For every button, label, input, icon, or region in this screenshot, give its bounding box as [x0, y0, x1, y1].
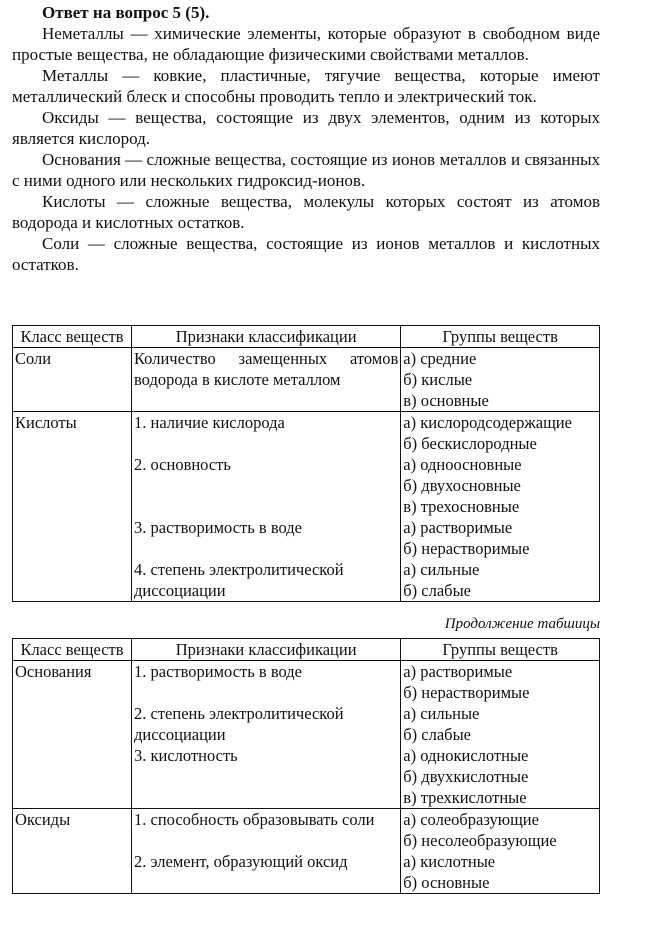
group-item: а) средние: [403, 349, 477, 368]
definition-bases: Основания — сложные вещества, состоящие из ионов металлов и связанных с ними одного или нескольких гидроксид-ионов.: [12, 150, 600, 190]
table-row-oxides: [13, 809, 600, 894]
group-item: в) основные: [403, 391, 489, 410]
header-criteria: Признаки классификации: [132, 639, 401, 661]
group-item: а) растворимые: [403, 518, 513, 537]
criterion: 1. растворимость в воде: [134, 662, 302, 681]
criterion: 4. степень электролитической диссоциации: [134, 560, 344, 600]
criterion: 3. растворимость в воде: [134, 518, 302, 537]
header-class: Класс веществ: [13, 326, 132, 348]
criteria-cell: [132, 412, 401, 602]
definition-nonmetals: Неметаллы — химические элементы, которые образуют в свободном виде простые вещества, не обладающие физическими свойствами металлов.: [12, 24, 600, 64]
definition-metals: Металлы — ковкие, пластичные, тягучие вещества, которые имеют металлический блеск и способны проводить тепло и электрический ток.: [12, 66, 600, 106]
header-criteria: Признаки классификации: [132, 326, 401, 348]
answer-heading: Ответ на вопрос 5 (5).: [42, 3, 210, 22]
group-item: б) слабые: [403, 725, 471, 744]
classification-table-2: [12, 638, 600, 894]
group-item: а) солеобразующие: [403, 810, 539, 829]
header-groups: Группы веществ: [401, 326, 600, 348]
groups-cell: [401, 348, 600, 412]
definition-oxides: Оксиды — вещества, состоящие из двух элементов, одним из которых является кислород.: [12, 108, 600, 148]
group-item: а) однокислотные: [403, 746, 529, 765]
group-item: а) одноосновные: [403, 455, 522, 474]
classification-table-1: [12, 325, 600, 602]
class-cell: Оксиды: [13, 809, 132, 894]
group-item: б) нерастворимые: [403, 539, 530, 558]
class-cell: Основания: [13, 661, 132, 809]
header-groups: Группы веществ: [401, 639, 600, 661]
criterion: 2. степень электролитической диссоциации: [134, 704, 344, 744]
group-item: б) двухкислотные: [403, 767, 529, 786]
table-header-row: [13, 639, 600, 661]
group-item: а) сильные: [403, 560, 480, 579]
answer-section: [12, 0, 600, 275]
group-item: б) слабые: [403, 581, 471, 600]
table-row-bases: [13, 661, 600, 809]
table-row-salts: [13, 348, 600, 412]
group-item: б) нерастворимые: [403, 683, 530, 702]
criteria-cell: [132, 348, 401, 412]
group-item: а) растворимые: [403, 662, 513, 681]
group-item: б) несолеобразующие: [403, 831, 557, 850]
table-row-acids: [13, 412, 600, 602]
class-cell: Соли: [13, 348, 132, 412]
header-class: Класс веществ: [13, 639, 132, 661]
criteria-cell: [132, 661, 401, 809]
class-cell: Кислоты: [13, 412, 132, 602]
criterion: 2. элемент, образующий оксид: [134, 852, 348, 871]
table-continuation-label: Продолжение табшицы: [444, 616, 600, 632]
group-item: б) кислые: [403, 370, 473, 389]
group-item: б) бескислородные: [403, 434, 537, 453]
definition-salts: Соли — сложные вещества, состоящие из ионов металлов и кислотных остатков.: [12, 234, 600, 274]
criterion: Количество замещенных атомов водорода в кислоте металлом: [134, 349, 399, 389]
table-header-row: [13, 326, 600, 348]
definition-acids: Кислоты — сложные вещества, молекулы которых состоят из атомов водорода и кислотных остатков.: [12, 192, 600, 232]
groups-cell: [401, 412, 600, 602]
criterion: 3. кислотность: [134, 746, 238, 765]
group-item: а) сильные: [403, 704, 480, 723]
group-item: а) кислотные: [403, 852, 496, 871]
group-item: б) двухосновные: [403, 476, 521, 495]
group-item: в) трехкислотные: [403, 788, 527, 807]
criteria-cell: [132, 809, 401, 894]
groups-cell: [401, 809, 600, 894]
group-item: а) кислородсодержащие: [403, 413, 572, 432]
criterion: 1. наличие кислорода: [134, 413, 285, 432]
groups-cell: [401, 661, 600, 809]
group-item: в) трехосновные: [403, 497, 520, 516]
criterion: 2. основность: [134, 455, 231, 474]
group-item: б) основные: [403, 873, 490, 892]
criterion: 1. способность образовывать соли: [134, 810, 375, 829]
